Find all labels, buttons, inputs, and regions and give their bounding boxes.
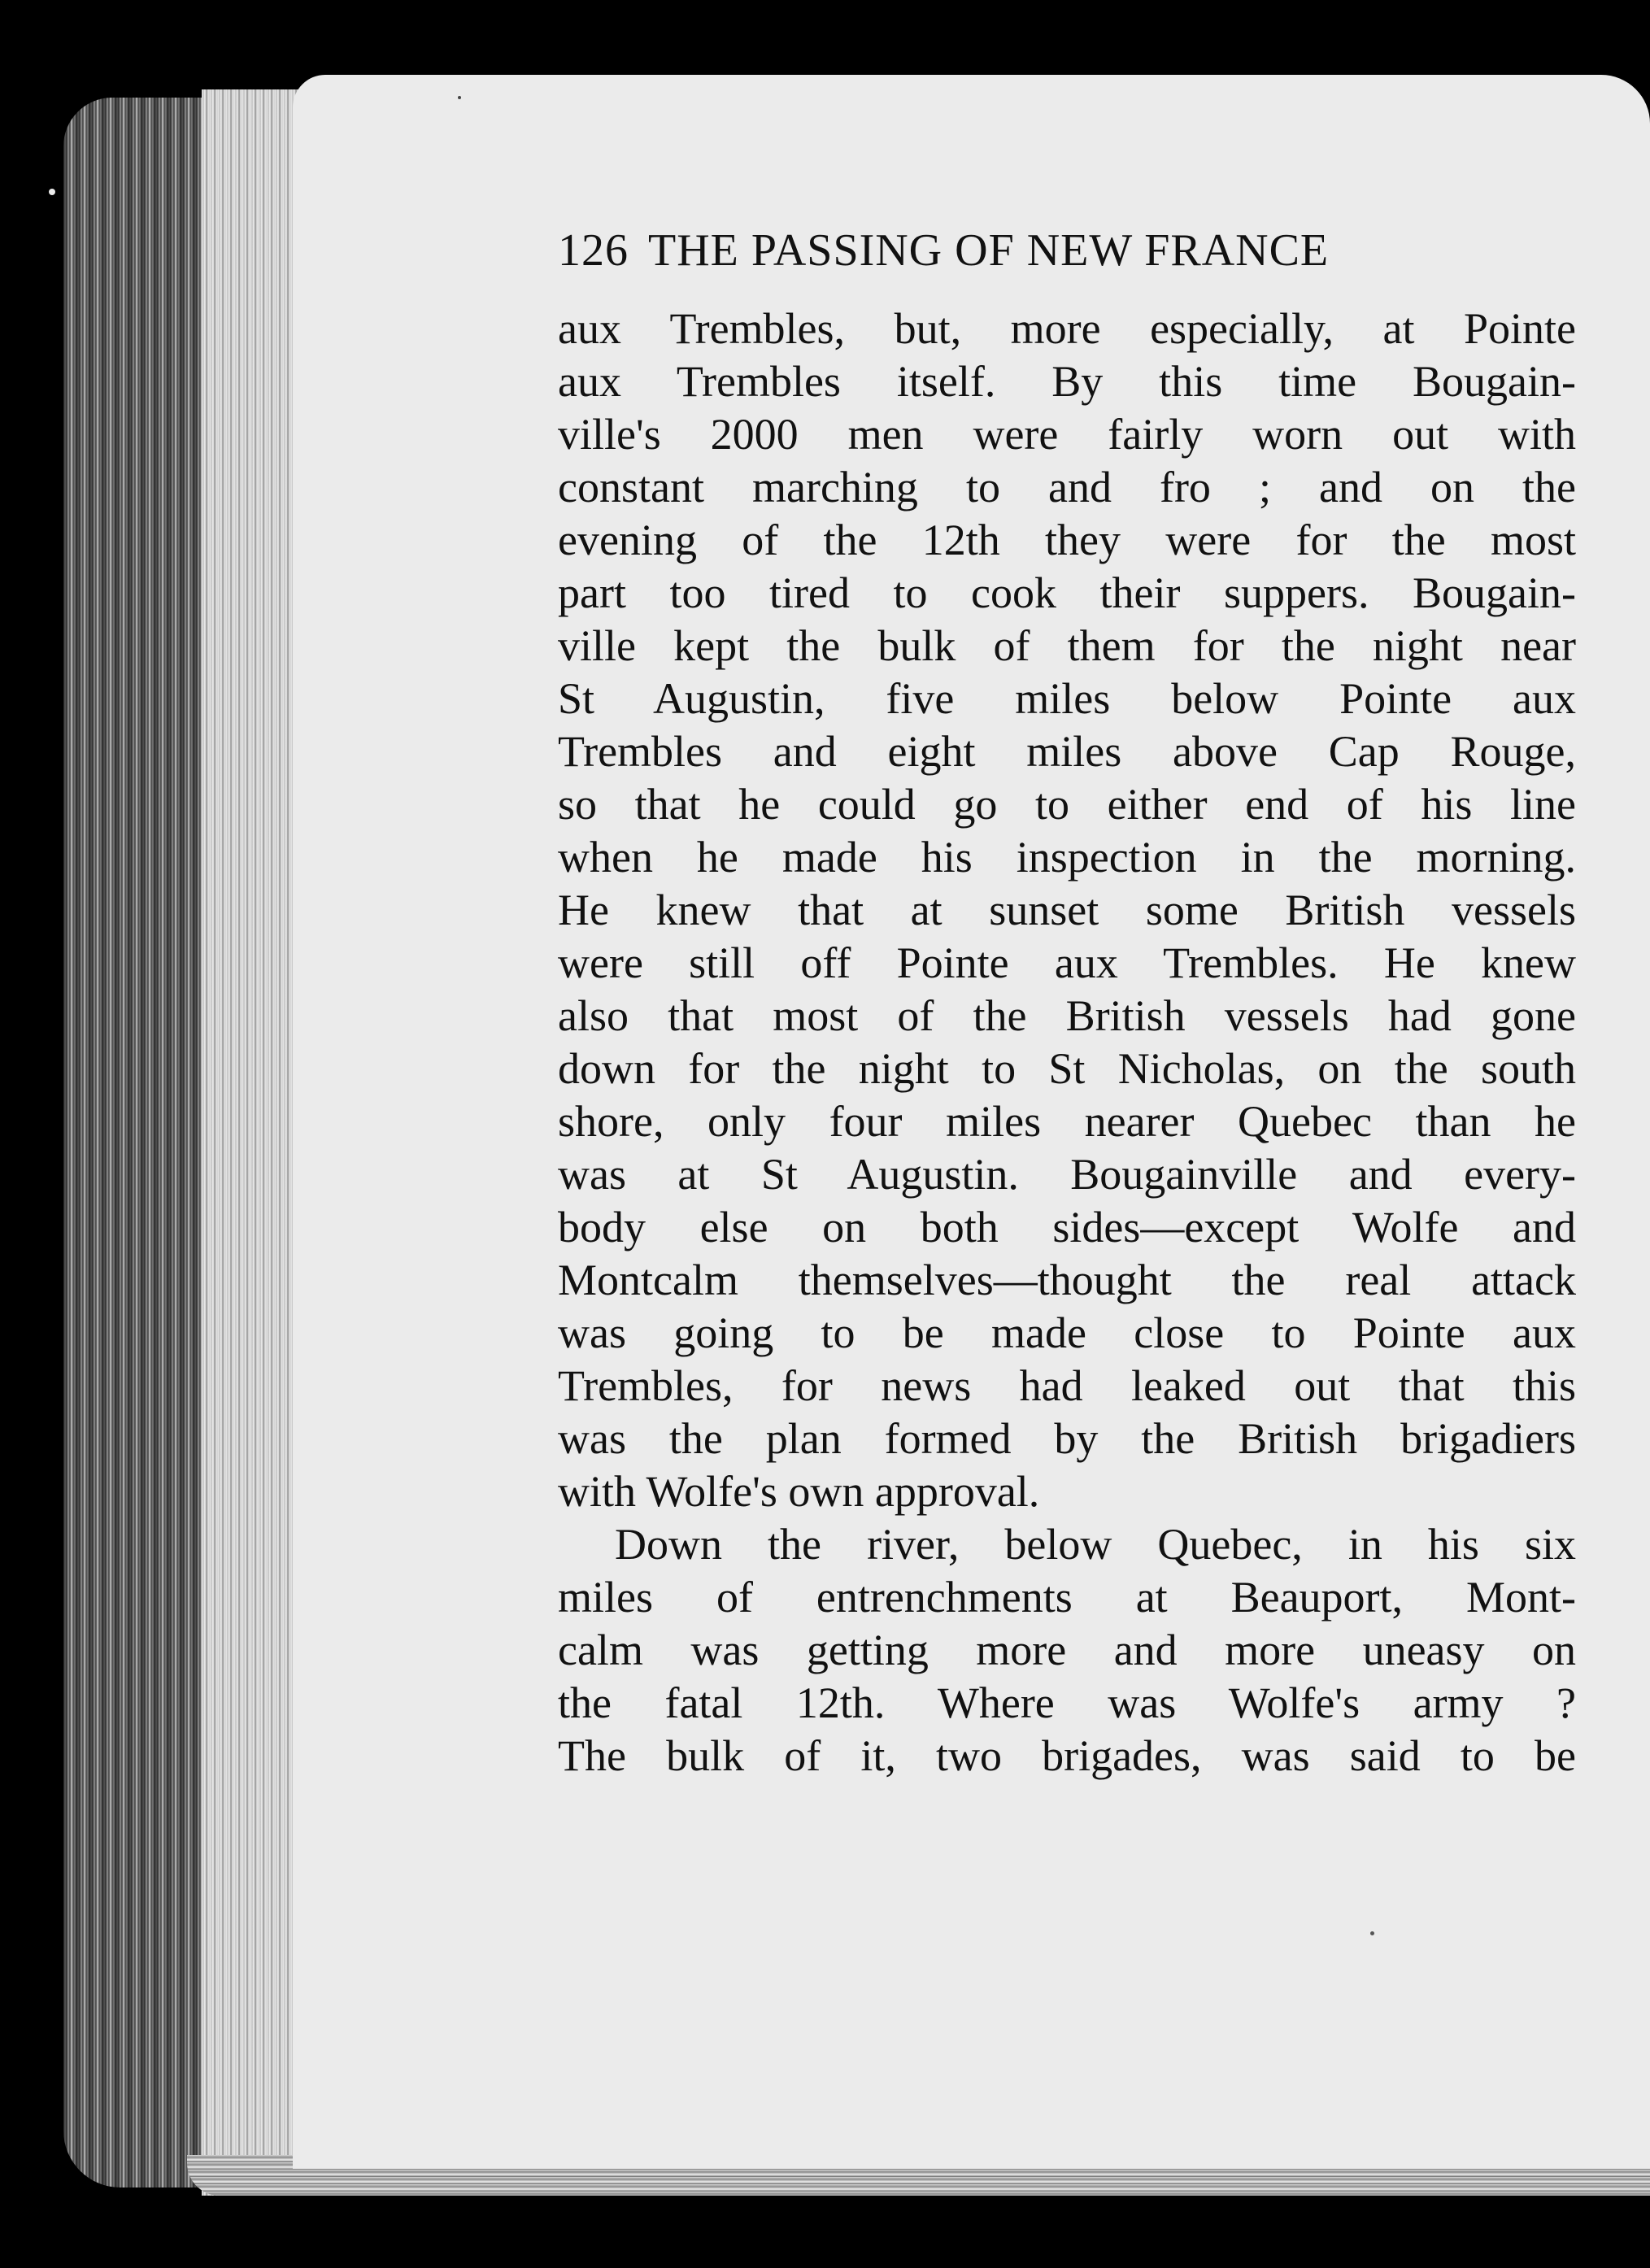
text-line: shore, only four miles nearer Quebec than he bbox=[558, 1097, 1576, 1146]
scan-speck bbox=[1370, 1931, 1374, 1935]
text-line: aux Trembles itself. By this time Bougain- bbox=[558, 357, 1576, 406]
running-title: THE PASSING OF NEW FRANCE bbox=[648, 225, 1330, 276]
text-line: so that he could go to either end of his line bbox=[558, 780, 1576, 829]
text-line: He knew that at sunset some British vessels bbox=[558, 886, 1576, 934]
running-header bbox=[558, 224, 1469, 281]
text-line: ville kept the bulk of them for the night near bbox=[558, 621, 1576, 670]
text-line: the fatal 12th. Where was Wolfe's army ? bbox=[558, 1678, 1576, 1727]
scan-speck bbox=[458, 96, 461, 99]
text-line: ville's 2000 men were fairly worn out with bbox=[558, 410, 1576, 459]
text-line: was the plan formed by the British brigadiers bbox=[558, 1414, 1576, 1463]
text-line: with Wolfe's own approval. bbox=[558, 1467, 1040, 1516]
text-line: when he made his inspection in the morning. bbox=[558, 833, 1576, 882]
text-line: Montcalm themselves—thought the real attack bbox=[558, 1256, 1576, 1304]
text-line: Trembles, for news had leaked out that this bbox=[558, 1361, 1576, 1410]
text-line: was going to be made close to Pointe aux bbox=[558, 1308, 1576, 1357]
text-line: Trembles and eight miles above Cap Rouge, bbox=[558, 727, 1576, 776]
text-line: The bulk of it, two brigades, was said to be bbox=[558, 1731, 1576, 1780]
scan-speck bbox=[49, 189, 55, 195]
text-line: was at St Augustin. Bougainville and every- bbox=[558, 1150, 1576, 1199]
text-line: body else on both sides—except Wolfe and bbox=[558, 1203, 1576, 1252]
text-line: calm was getting more and more uneasy on bbox=[558, 1626, 1576, 1674]
text-line: miles of entrenchments at Beauport, Mont- bbox=[558, 1573, 1576, 1622]
text-line: Down the river, below Quebec, in his six bbox=[615, 1520, 1576, 1569]
text-line: constant marching to and fro ; and on the bbox=[558, 463, 1576, 511]
text-line: also that most of the British vessels had gone bbox=[558, 991, 1576, 1040]
text-line: were still off Pointe aux Trembles. He knew bbox=[558, 938, 1576, 987]
page-edges bbox=[63, 98, 307, 2187]
text-line: evening of the 12th they were for the most bbox=[558, 516, 1576, 564]
page-number: 126 bbox=[558, 225, 629, 276]
text-line: aux Trembles, but, more especially, at Pointe bbox=[558, 304, 1576, 353]
text-line: down for the night to St Nicholas, on the south bbox=[558, 1044, 1576, 1093]
body-text bbox=[558, 303, 1576, 1783]
text-line: part too tired to cook their suppers. Bougain- bbox=[558, 568, 1576, 617]
text-line: St Augustin, five miles below Pointe aux bbox=[558, 674, 1576, 723]
